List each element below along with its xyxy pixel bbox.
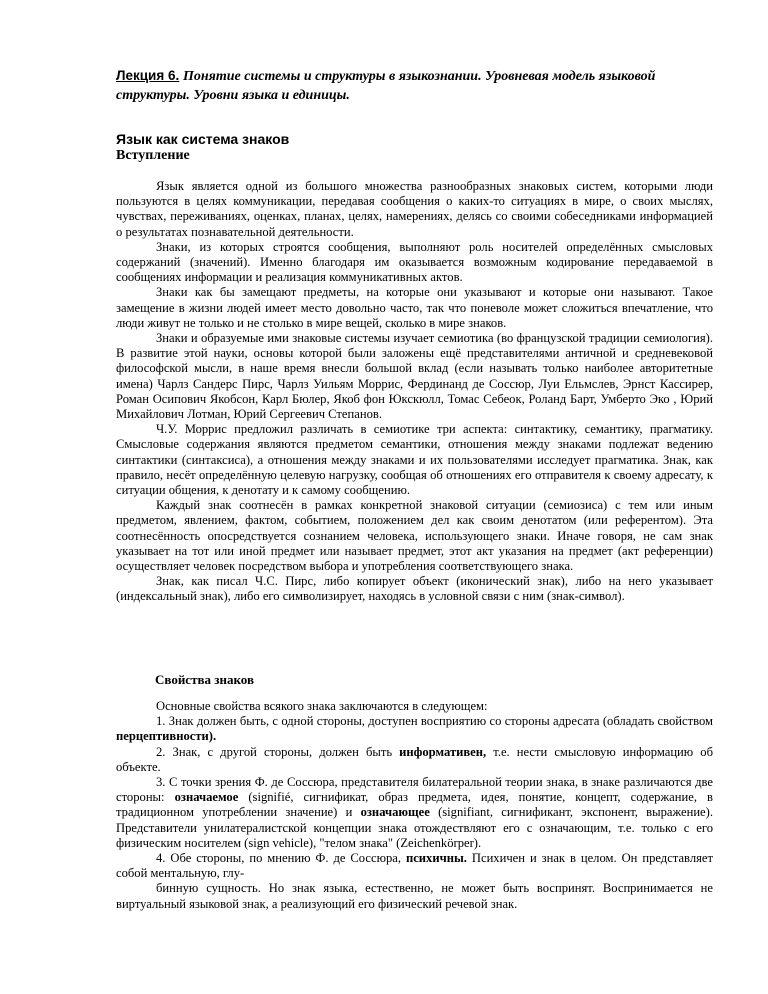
properties-body (116, 699, 713, 912)
property-item-1: 1. Знак должен быть, с одной стороны, доступен восприятию со стороны адресата (обладать свойством перцептивности). (116, 714, 713, 744)
section-heading: Язык как система знаков (116, 131, 290, 147)
paragraph: Знак, как писал Ч.С. Пирс, либо копирует объект (иконический знак), либо на него указывает (индексальный знак), либо его символизирует, находясь в условной связи с ним (знак-символ). (116, 574, 713, 604)
property-item-2: 2. Знак, с другой стороны, должен быть информативен, т.е. нести смысловую информацию об объекте. (116, 744, 713, 774)
lecture-title: Понятие системы и структуры в языкознании. Уровневая модель языковой структуры. Уровни языка и единицы. (116, 69, 656, 103)
property-item-4: 4. Обе стороны, по мнению Ф. де Соссюра, психичны. Психичен и знак в целом. Он представляет собой ментальную, глу- (116, 851, 713, 881)
paragraph: Знаки, из которых строятся сообщения, выполняют роль носителей определённых смысловых содержаний (значений). Именно благодаря им оказывается возможным кодирование передаваемой в сообщениях информации и реализация коммуникативных актов. (116, 239, 713, 285)
property-item-3: 3. С точки зрения Ф. де Соссюра, представителя билатеральной теории знака, в знаке различаются две стороны: означаемое (signifié, сигнификат, образ предмета, идея, понятие, концепт, содержание, в традиционном употреблении значение) и означающее (signifiant, сигнификант, экспонент, выражение). Представители унилатералистской концепции знака отождествляют его с означающим, т.е. только с его физическим носителем (sign vehicle), "телом знака" (Zeichenkörper). (116, 775, 713, 850)
paragraph: Знаки как бы замещают предметы, на которые они указывают и которые они называют. Такое замещение в жизни людей имеет место довольно часто, так что поневоле может сложиться впечатление, что люди живут не только и не столько в мире вещей, сколько в мире знаков. (116, 285, 713, 330)
section-body (116, 179, 713, 605)
properties-intro: Основные свойства всякого знака заключаются в следующем: (156, 699, 488, 713)
paragraph: Язык является одной из большого множества разнообразных знаковых систем, которыми люди пользуются в целях коммуникации, передавая сообщения о каких-то ситуациях в мире, о своих мыслях, чувствах, переживаниях, оценках, планах, целях, намерениях, делясь со своими собеседниками информацией о результатах познавательной деятельности. (116, 179, 713, 239)
lecture-header (116, 67, 726, 105)
properties-heading: Свойства знаков (155, 672, 254, 687)
property-item-4-continued: бинную сущность. Но знак языка, естественно, не может быть воспринят. Воспринимается не виртуальный языковой знак, а реализующий его физический речевой знак. (116, 881, 713, 911)
paragraph: Ч.У. Моррис предложил различать в семиотике три аспекта: синтактику, семантику, прагматику. Смысловые содержания являются предметом семантики, отношения между знаками подлежат ведению синтактики (синтаксиса), а отношения между знаками и их пользователями исследует прагматика. Знак, как правило, несёт определённую целевую нагрузку, сообщая об отношениях его отправителя к своему адресату, к ситуации общения, к денотату и к самому сообщению. (116, 422, 713, 498)
paragraph: Каждый знак соотнесён в рамках конкретной знаковой ситуации (семиозиса) с тем или иным предметом, явлением, фактом, событием, положением дел как своим денотатом (или референтом). Эта соотнесённость опосредствуется сознанием человека, использующего знаки. Иначе говоря, не сам знак указывает на тот или иной предмет или называет предмет, этот акт указания на предмет (акт референции) осуществляет человек посредством выбора и употребления соответствующего знака. (116, 498, 713, 574)
lecture-number: Лекция 6. (116, 68, 180, 83)
paragraph: Знаки и образуемые ими знаковые системы изучает семиотика (во французской традиции семиология). В развитие этой науки, основы которой были заложены ещё представителями античной и средневековой философской мысли, в наше время внесли большой вклад (если называть только наиболее авторитетные имена) Чарлз Сандерс Пирс, Чарлз Уильям Моррис, Фердинанд де Соссюр, Луи Ельмслев, Эрнст Кассирер, Роман Осипович Якобсон, Карл Бюлер, Якоб фон Юкскюлл, Томас Себеок, Роланд Барт, Умберто Эко , Юрий Михайлович Лотман, Юрий Сергеевич Степанов. (116, 331, 713, 422)
section-subheading: Вступление (116, 148, 190, 163)
